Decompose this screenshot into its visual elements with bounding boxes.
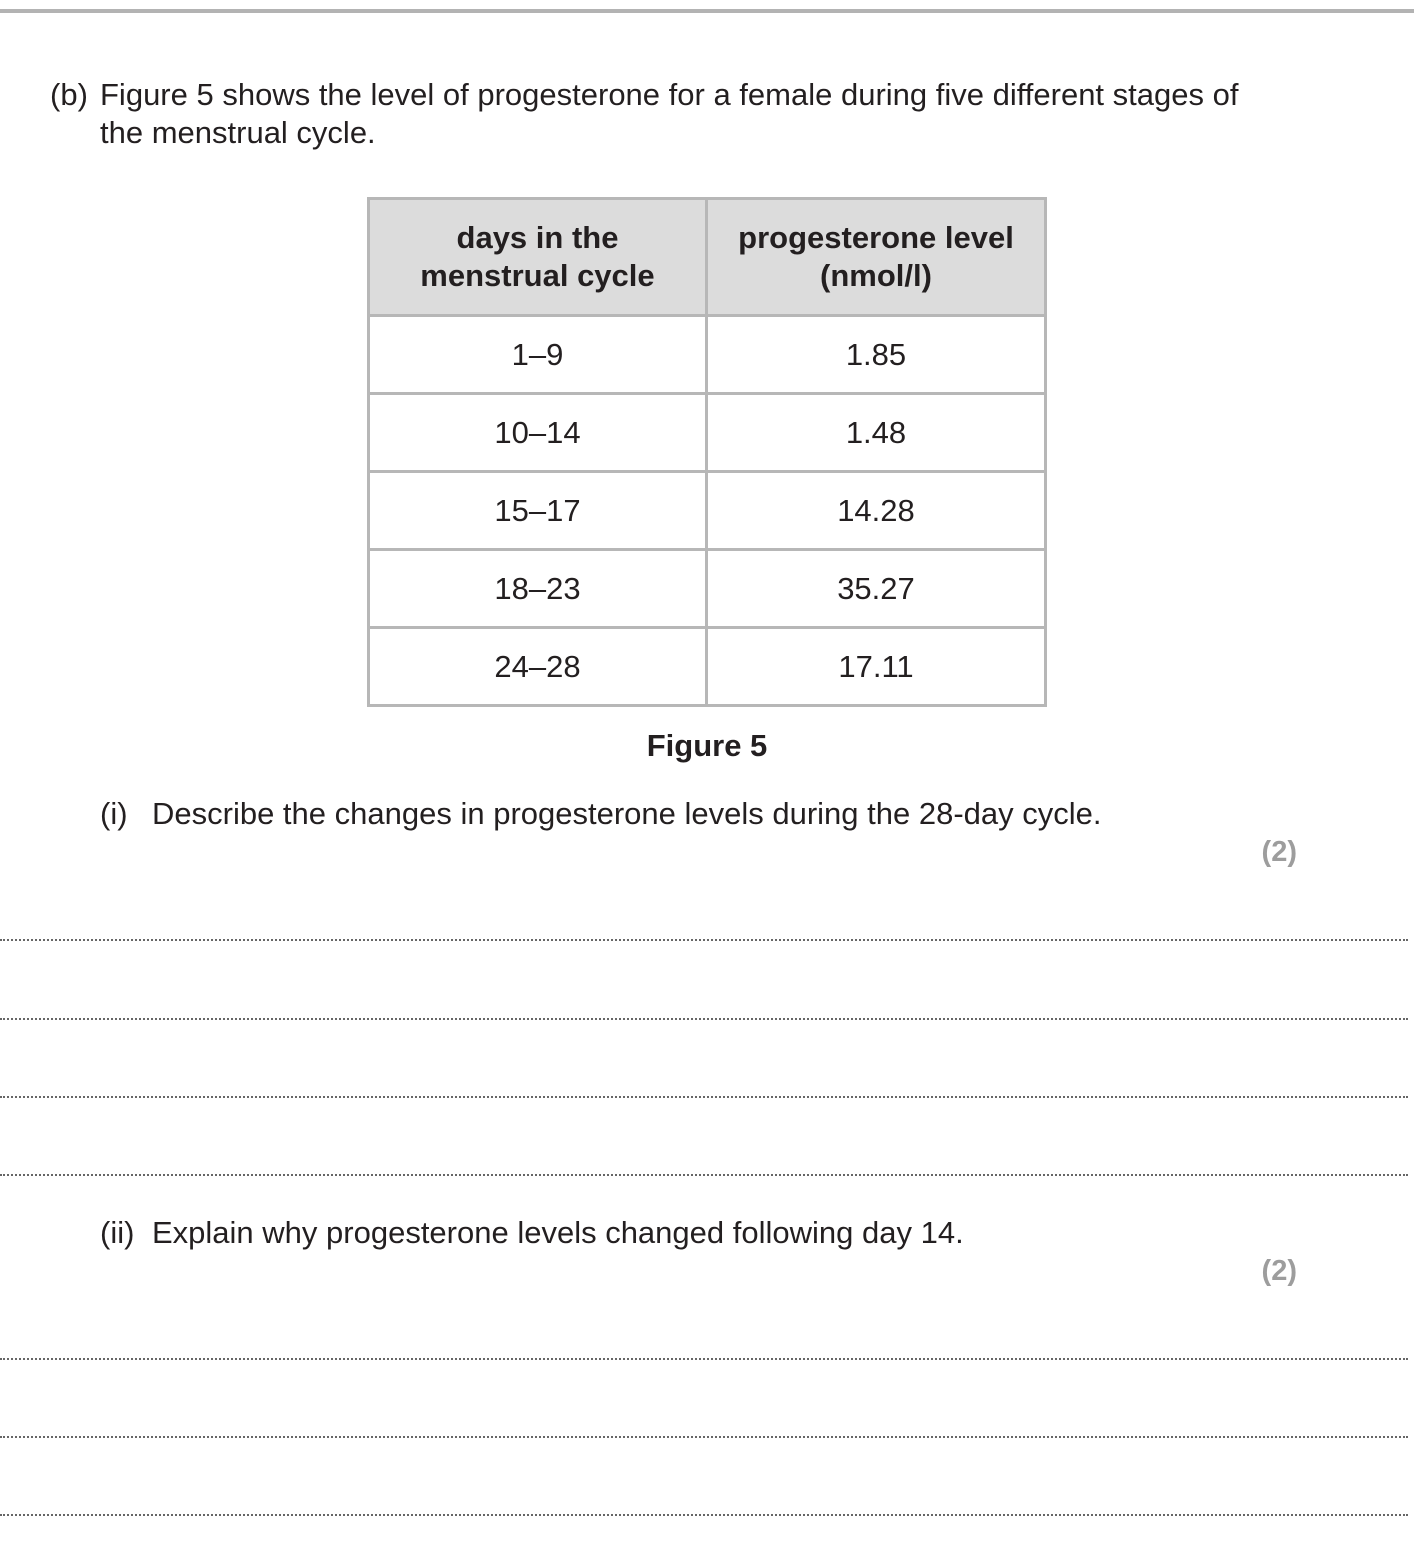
subquestion-ii-marks: (2) <box>1261 1255 1297 1287</box>
subquestion-i-number: (i) <box>100 796 128 831</box>
table-row <box>369 394 1046 472</box>
subquestion-i-marks: (2) <box>1261 836 1297 868</box>
answer-line-i-2[interactable] <box>0 1018 1408 1020</box>
table-header-row <box>369 199 1046 316</box>
question-part-label: (b) <box>50 77 88 112</box>
progesterone-cell: 14.28 <box>706 472 1045 550</box>
figure-caption: Figure 5 <box>646 728 768 763</box>
table-row <box>369 316 1046 394</box>
figure-5-table <box>367 197 1047 707</box>
answer-line-i-1[interactable] <box>0 939 1408 941</box>
progesterone-cell: 17.11 <box>706 628 1045 706</box>
days-cell: 1–9 <box>369 316 707 394</box>
subquestion-i-text: Describe the changes in progesterone levels during the 28-day cycle. <box>152 796 1102 831</box>
answer-line-i-3[interactable] <box>0 1096 1408 1098</box>
answer-line-ii-3[interactable] <box>0 1514 1408 1516</box>
days-cell: 18–23 <box>369 550 707 628</box>
answer-line-i-4[interactable] <box>0 1174 1408 1176</box>
header-days <box>369 199 707 316</box>
days-cell: 24–28 <box>369 628 707 706</box>
subquestion-ii-text: Explain why progesterone levels changed following day 14. <box>152 1215 964 1250</box>
subquestion-ii-number: (ii) <box>100 1215 135 1250</box>
header-days-text: days in the menstrual cycle <box>420 220 655 293</box>
question-text: Figure 5 shows the level of progesterone for a female during five different stages of the menstrual cycle. <box>100 77 1239 150</box>
answer-line-ii-1[interactable] <box>0 1358 1408 1360</box>
progesterone-cell: 1.48 <box>706 394 1045 472</box>
table-row <box>369 628 1046 706</box>
top-rule <box>0 9 1414 13</box>
days-cell: 10–14 <box>369 394 707 472</box>
header-progesterone-text: progesterone level (nmol/l) <box>738 220 1014 293</box>
progesterone-cell: 35.27 <box>706 550 1045 628</box>
progesterone-cell: 1.85 <box>706 316 1045 394</box>
table-row <box>369 472 1046 550</box>
header-progesterone <box>706 199 1045 316</box>
answer-line-ii-2[interactable] <box>0 1436 1408 1438</box>
days-cell: 15–17 <box>369 472 707 550</box>
table-row <box>369 550 1046 628</box>
